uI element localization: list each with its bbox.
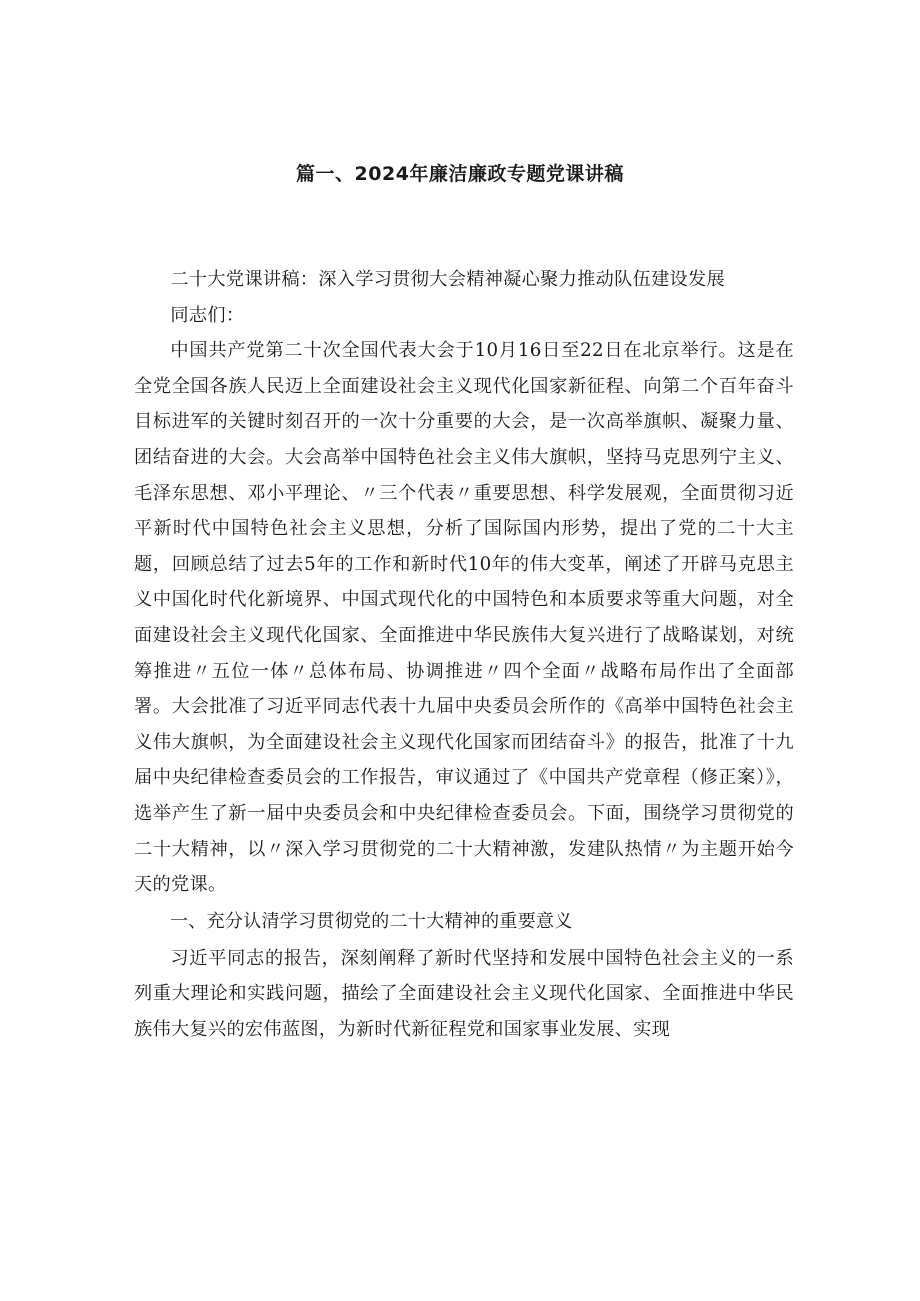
document-title: 篇一、2024年廉洁廉政专题党课讲稿 — [296, 163, 624, 185]
salutation-paragraph: 同志们： — [170, 304, 245, 326]
section-heading: 一、充分认清学习贯彻党的二十大精神的重要意义 — [170, 910, 573, 932]
document-body — [134, 262, 794, 1047]
section-paragraph: 习近平同志的报告，深刻阐释了新时代坚持和发展中国特色社会主义的一系列重大理论和实践问题，描绘了全面建设社会主义现代化国家、全面推进中华民族伟大复兴的宏伟蓝图，为新时代新征程党和国家事业发展、实现 — [134, 947, 794, 1040]
body-paragraph: 中国共产党第二十次全国代表大会于10月16日至22日在北京举行。这是在全党全国各族人民迈上全面建设社会主义现代化国家新征程、向第二个百年奋斗目标进军的关键时刻召开的一次十分重要的大会，是一次高举旗帜、凝聚力量、团结奋进的大会。大会高举中国特色社会主义伟大旗帜，坚持马克思列宁主义、毛泽东思想、邓小平理论、〃三个代表〃重要思想、科学发展观，全面贯彻习近平新时代中国特色社会主义思想，分析了国际国内形势，提出了党的二十大主题，回顾总结了过去5年的工作和新时代10年的伟大变革，阐述了开辟马克思主义中国化时代化新境界、中国式现代化的中国特色和本质要求等重大问题，对全面建设社会主义现代化国家、全面推进中华民族伟大复兴进行了战略谋划，对统筹推进〃五位一体〃总体布局、协调推进〃四个全面〃战略布局作出了全面部署。大会批准了习近平同志代表十九届中央委员会所作的《高举中国特色社会主义伟大旗帜，为全面建设社会主义现代化国家而团结奋斗》的报告，批准了十九届中央纪律检查委员会的工作报告，审议通过了《中国共产党章程（修正案）》，选举产生了新一届中央委员会和中央纪律检查委员会。下面，围绕学习贯彻党的二十大精神，以〃深入学习贯彻党的二十大精神激，发建队热情〃为主题开始今天的党课。 — [134, 340, 794, 896]
subtitle-paragraph: 二十大党课讲稿：深入学习贯彻大会精神凝心聚力推动队伍建设发展 — [170, 269, 726, 290]
